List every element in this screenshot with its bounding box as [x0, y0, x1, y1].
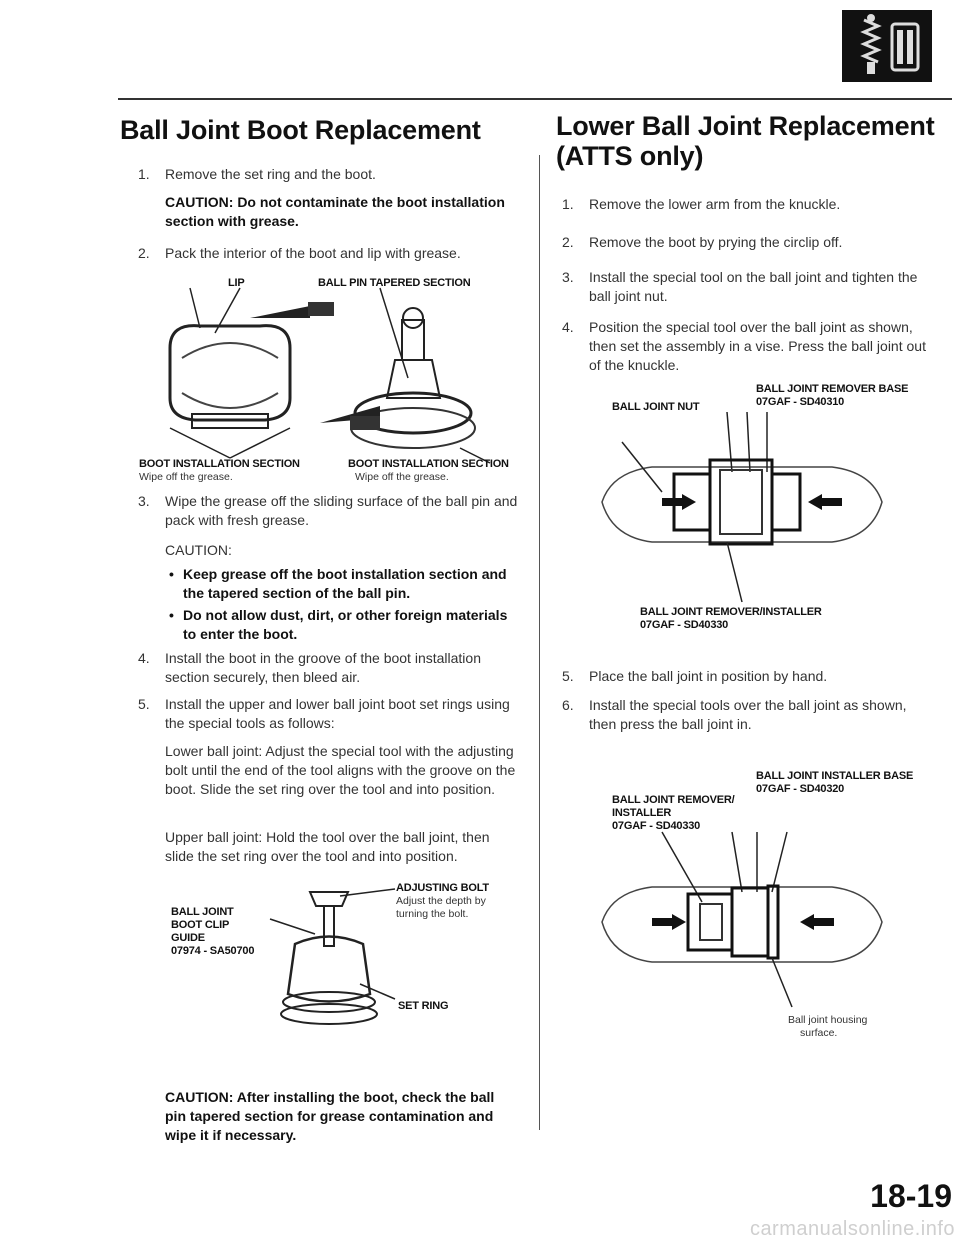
- fig2-clip-guide-line-1: BALL JOINT: [171, 906, 234, 918]
- step-number: 5.: [138, 696, 150, 712]
- fig2-adjusting-bolt-label: ADJUSTING BOLT: [396, 882, 489, 894]
- caution-bullet-1: • Keep grease off the boot installation section and the tapered section of the ball pin.: [165, 565, 520, 603]
- right-step-1: [562, 195, 932, 214]
- header-rule: [118, 98, 952, 100]
- fig1-wipe-note-1: Wipe off the grease.: [139, 471, 233, 483]
- step-text: Remove the set ring and the boot.: [165, 166, 376, 182]
- right-step-3: [562, 268, 932, 306]
- footer-url: carmanualsonline.info: [749, 1218, 955, 1240]
- fig1-boot-install-label-1: BOOT INSTALLATION SECTION: [139, 458, 300, 470]
- step-text: Place the ball joint in position by hand.: [589, 668, 828, 684]
- step-text: Install the special tools over the ball joint as shown, then press the ball joint in.: [589, 697, 907, 732]
- fig4-remover-installer-part-number: 07GAF - SD40330: [612, 820, 701, 832]
- section-icon-box: [842, 10, 932, 82]
- fig4-housing-note-2: surface.: [800, 1027, 838, 1039]
- fig1-ball-pin-label: BALL PIN TAPERED SECTION: [318, 277, 471, 289]
- right-title-line-2: (ATTS only): [556, 141, 704, 171]
- fig4-housing-note-1: Ball joint housing: [788, 1014, 868, 1026]
- left-step-5: [138, 695, 518, 733]
- fig2-adjusting-note-2: turning the bolt.: [396, 908, 469, 920]
- step-number: 4.: [562, 319, 574, 335]
- step-number: 6.: [562, 697, 574, 713]
- caution-heading: CAUTION:: [165, 542, 232, 558]
- fig4-installer-base-part-number: 07GAF - SD40320: [756, 783, 845, 795]
- suspension-shock-icon: [842, 10, 932, 82]
- left-caution-2: [165, 541, 520, 644]
- right-title-line-1: Lower Ball Joint Replacement: [556, 111, 935, 141]
- fig3-remover-base-label: BALL JOINT REMOVER BASE: [756, 383, 909, 395]
- fig1-boot-illustration: [140, 288, 540, 468]
- step-text: Install the boot in the groove of the boot installation section securely, then bleed air.: [165, 650, 481, 685]
- fig1-lip-label: LIP: [228, 277, 245, 289]
- step-number: 3.: [562, 269, 574, 285]
- fig2-clip-guide-line-3: GUIDE: [171, 932, 205, 944]
- fig4-press-in-illustration: [592, 832, 892, 1022]
- step-text: Wipe the grease off the sliding surface of the ball pin and pack with fresh grease.: [165, 493, 518, 528]
- step-number: 2.: [562, 234, 574, 250]
- fig3-press-out-illustration: [592, 412, 892, 612]
- step-number: 3.: [138, 493, 150, 509]
- step-number: 4.: [138, 650, 150, 666]
- step-text: Position the special tool over the ball joint as shown, then set the assembly in a vise. Press the ball joint out of the knuckle.: [589, 319, 926, 373]
- left-upper-paragraph: Upper ball joint: Hold the tool over the ball joint, then slide the set ring over the tool and into position.: [165, 829, 490, 864]
- right-step-5: [562, 667, 932, 686]
- left-lower-paragraph: Lower ball joint: Adjust the special tool with the adjusting bolt until the end of the tool aligns with the groove on the boot. Slide the set ring over the tool and into position.: [165, 743, 516, 797]
- fig2-clip-guide-line-2: BOOT CLIP: [171, 919, 230, 931]
- fig3-ball-joint-nut-label: BALL JOINT NUT: [612, 401, 700, 413]
- step-text: Remove the boot by prying the circlip off.: [589, 234, 843, 250]
- step-text: Pack the interior of the boot and lip with grease.: [165, 245, 461, 261]
- step-number: 5.: [562, 668, 574, 684]
- caution-bullet-2: • Do not allow dust, dirt, or other foreign materials to enter the boot.: [165, 606, 520, 644]
- step-number: 1.: [138, 166, 150, 182]
- left-step-2: [138, 244, 518, 263]
- fig3-remover-installer-part-number: 07GAF - SD40330: [640, 619, 729, 631]
- fig2-adjusting-note-1: Adjust the depth by: [396, 895, 486, 907]
- right-step-6: [562, 696, 932, 734]
- left-caution-1: CAUTION: Do not contaminate the boot installation section with grease.: [165, 194, 505, 229]
- fig4-remover-installer-line-2: INSTALLER: [612, 807, 672, 819]
- fig1-boot-install-label-2: BOOT INSTALLATION SECTION: [348, 458, 509, 470]
- step-number: 1.: [562, 196, 574, 212]
- left-step-4: [138, 649, 518, 687]
- fig4-installer-base-label: BALL JOINT INSTALLER BASE: [756, 770, 914, 782]
- step-number: 2.: [138, 245, 150, 261]
- fig2-set-ring-label: SET RING: [398, 1000, 449, 1012]
- right-step-4: [562, 318, 932, 375]
- fig2-clip-guide-part-number: 07974 - SA50700: [171, 945, 255, 957]
- step-text: Install the special tool on the ball joint and tighten the ball joint nut.: [589, 269, 918, 304]
- fig3-remover-base-part-number: 07GAF - SD40310: [756, 396, 845, 408]
- fig4-remover-installer-line-1: BALL JOINT REMOVER/: [612, 794, 735, 806]
- left-step-1: [138, 165, 518, 184]
- fig1-wipe-note-2: Wipe off the grease.: [355, 471, 449, 483]
- right-step-2: [562, 233, 932, 252]
- step-text: Remove the lower arm from the knuckle.: [589, 196, 841, 212]
- page-number: 18-19: [870, 1178, 952, 1214]
- fig3-remover-installer-label: BALL JOINT REMOVER/INSTALLER: [640, 606, 822, 618]
- left-step-3: [138, 492, 518, 530]
- left-caution-3: CAUTION: After installing the boot, check the ball pin tapered section for grease contamination and wipe it if necessary.: [165, 1089, 495, 1143]
- left-title: Ball Joint Boot Replacement: [120, 115, 481, 145]
- step-text: Install the upper and lower ball joint boot set rings using the special tools as follows:: [165, 696, 510, 731]
